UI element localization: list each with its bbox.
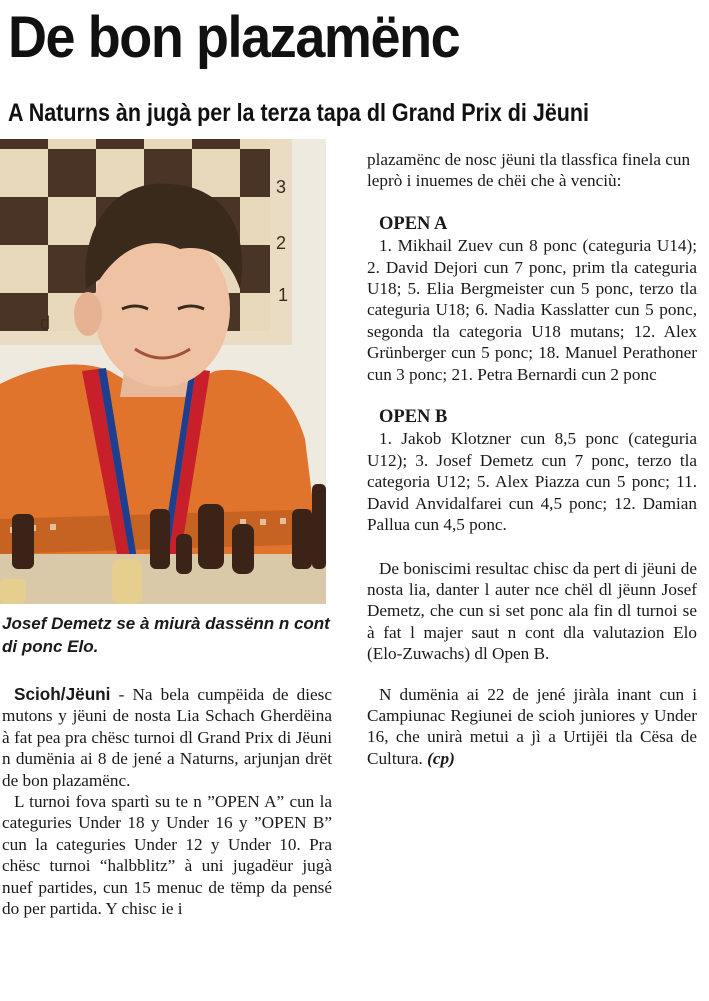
author-tag: (cp)	[427, 748, 455, 768]
subheadline: A Naturns àn jugà per la terza tapa dl Grand Prix di Jëuni	[8, 99, 590, 127]
results-intro: plazamënc de nosc jëuni tla tlassfica finela cun leprò i inuemes de chëi che à venciù:	[367, 150, 691, 191]
right-column	[367, 149, 697, 769]
board-file-d: d	[40, 313, 51, 333]
board-rank-3: 3	[276, 177, 287, 197]
intro-paragraph	[2, 684, 332, 791]
intro-text: - Na bela cumpëida de diesc mutons y jëuni de nosta Lia Schach Gherdëina à fat pea pra chësc turnoi dl Grand Prix di Jëuni n dumënia ai 8 de jené a Naturns, arjunjan drët de bon plazamënc.	[2, 685, 332, 790]
board-rank-1: 1	[278, 285, 289, 305]
final-text: N dumënia ai 22 de jené jiràla inant cun i Campiunac Regiunei de scioh juniores y Under 16, che unirà metui a jì a Urtijëi tla Cësa de Cultura.	[367, 684, 697, 768]
open-a-title: OPEN A	[379, 213, 448, 234]
photo-caption: Josef Demetz se à miurà dassënn n cont di ponc Elo.	[2, 614, 330, 656]
open-b-results: 1. Jakob Klotzner cun 8,5 ponc (categuria U12); 3. Josef Demetz cun 7 ponc, terzo tla categoria U12; 5. Alex Piazza cun 5 ponc; 11. David Anvidalfarei cun 4,5 ponc; 12. Damian Pallua cun 4,5 ponc.	[367, 429, 697, 535]
paragraph-results: De boniscimi resultac chisc da pert di jëuni de nosta lia, danter l auter nce chël dl jëunn Josef Demetz, che cun si set ponc ala fin dl turnoi se à fat l majer saut n cont dla valutazion Elo (Elo-Zuwachs) dl Open B.	[367, 558, 697, 664]
open-a-results: 1. Mikhail Zuev cun 8 ponc (categuria U14); 2. David Dejori cun 7 ponc, prim tla categuria U18; 5. Elia Bergmeister cun 5 ponc, terzo tla categuria U18; 6. Nadia Kasslatter cun 5 ponc, segonda tla categoria U18 mutans; 12. Alex Grünberger cun 5 ponc; 18. Manuel Perathoner cun 3 ponc; 21. Petra Bernardi cun 2 ponc	[367, 236, 697, 384]
open-b-title: OPEN B	[379, 407, 448, 428]
dateline: Scioh/Jëuni	[14, 684, 111, 704]
paragraph-tournament: L turnoi fova spartì su te n ”OPEN A” cun la categuries Under 18 y Under 16 y ”OPEN B” cun la categuries Under 12 y Under 10. Pra chësc turnoi “halbblitz” à uni jugadëur jugà nuef partides, cun 15 menuc de tëmp da pensé do per partida. Y chisc ie i	[2, 792, 332, 919]
board-rank-2: 2	[276, 233, 287, 253]
headline: De bon plazamënc	[8, 5, 460, 70]
paragraph-final	[367, 684, 697, 770]
article-photo	[0, 139, 326, 604]
left-column	[2, 684, 332, 919]
